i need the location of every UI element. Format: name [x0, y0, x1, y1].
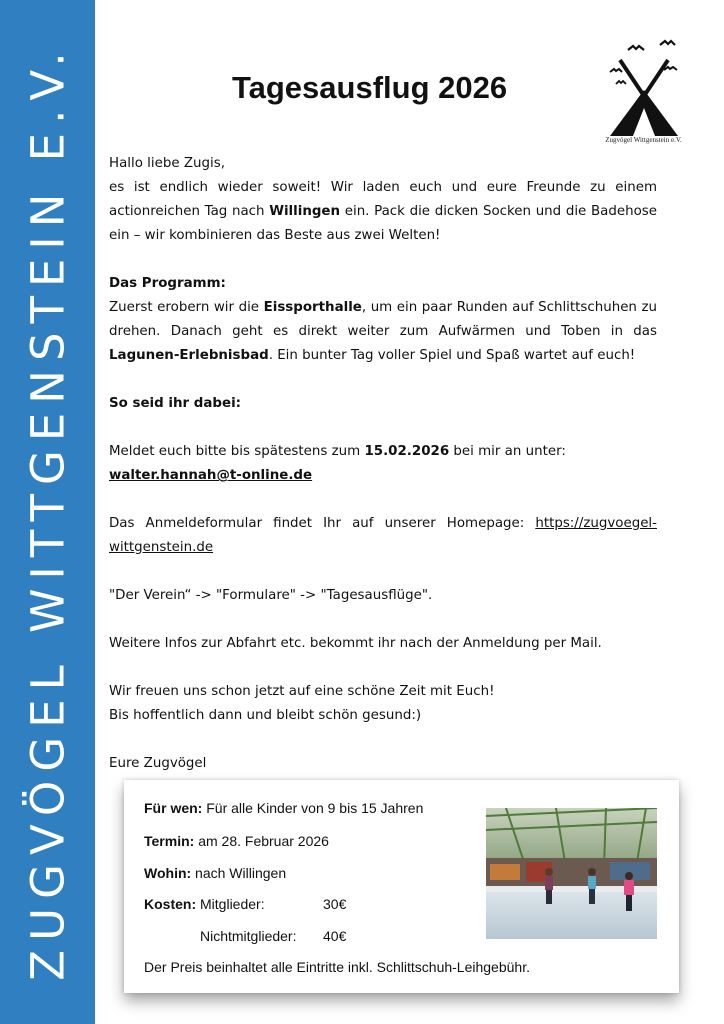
- logo-caption: Zugvögel Wittgenstein e.V.: [605, 136, 682, 144]
- register-paragraph: Meldet euch bitte bis spätestens zum 15.02.2026 bei mir an unter:: [109, 444, 566, 459]
- email-line: [109, 464, 657, 488]
- navigation-path: "Der Verein“ -> "Formulare" -> "Tagesausflüge".: [109, 588, 433, 603]
- intro-text: es ist endlich wieder soweit! Wir laden euch und eure Freunde zu einem actionreichen Tag nach: [109, 180, 657, 219]
- dabei-heading: So seid ihr dabei:: [109, 396, 242, 411]
- price-nonmembers: 40€: [323, 928, 347, 944]
- info-termin: Termin: am 28. Februar 2026: [144, 833, 329, 849]
- intro-text-2: ein. Pack die dicken Socken und die Badehose ein – wir kombinieren das Beste aus zwei Welten!: [109, 204, 657, 243]
- signature: Eure Zugvögel: [109, 756, 207, 771]
- intro-bold: Willingen: [269, 204, 341, 219]
- programm-text-1: Zuerst erobern wir die: [109, 300, 264, 315]
- ice-rink-photo: [486, 808, 657, 939]
- info-wohin: Wohin: nach Willingen: [144, 865, 287, 881]
- programm-text-2: , um ein paar Runden auf Schlittschuhen zu drehen. Danach geht es direkt weiter zum Aufwärmen und Toben in das: [109, 300, 657, 339]
- sidebar-title: ZUGVÖGEL WITTGENSTEIN E.V.: [21, 43, 75, 981]
- programm-paragraph: [109, 296, 657, 368]
- greeting: Hallo liebe Zugis,: [109, 156, 225, 171]
- info-nichtmitglieder: Nichtmitglieder:: [200, 928, 297, 944]
- info-kosten: Kosten: Mitglieder:: [144, 896, 265, 912]
- infos-text: Weitere Infos zur Abfahrt etc. bekommt ihr nach der Anmeldung per Mail.: [109, 636, 602, 651]
- programm-bold-1: Eissporthalle: [263, 300, 362, 315]
- form-paragraph: Das Anmeldeformular findet Ihr auf unserer Homepage: https://zugvoegel-wittgenstein.de: [109, 516, 657, 555]
- email-link[interactable]: walter.hannah@t-online.de: [109, 468, 313, 483]
- letter-body: [109, 152, 657, 776]
- sidebar-banner: [0, 0, 95, 1024]
- price-members: 30€: [323, 896, 347, 912]
- programm-bold-2: Lagunen-Erlebnisbad: [109, 348, 269, 363]
- programm-heading: Das Programm:: [109, 276, 226, 291]
- closing-line-1: Wir freuen uns schon jetzt auf eine schöne Zeit mit Euch!: [109, 684, 495, 699]
- closing-line-2: Bis hoffentlich dann und bleibt schön gesund:): [109, 708, 422, 723]
- homepage-link[interactable]: https://zugvoegel-wittgenstein.de: [109, 516, 657, 555]
- page-title: Tagesausflug 2026: [232, 70, 508, 105]
- programm-text-3: . Ein bunter Tag voller Spiel und Spaß wartet auf euch!: [268, 348, 636, 363]
- price-note: Der Preis beinhaltet alle Eintritte inkl. Schlittschuh-Leihgebühr.: [144, 959, 530, 975]
- info-fuer-wen: Für wen: Für alle Kinder von 9 bis 15 Jahren: [144, 800, 424, 816]
- info-box: [124, 780, 679, 993]
- register-date: 15.02.2026: [364, 444, 450, 459]
- club-logo: [600, 38, 686, 148]
- intro-paragraph: [109, 176, 657, 248]
